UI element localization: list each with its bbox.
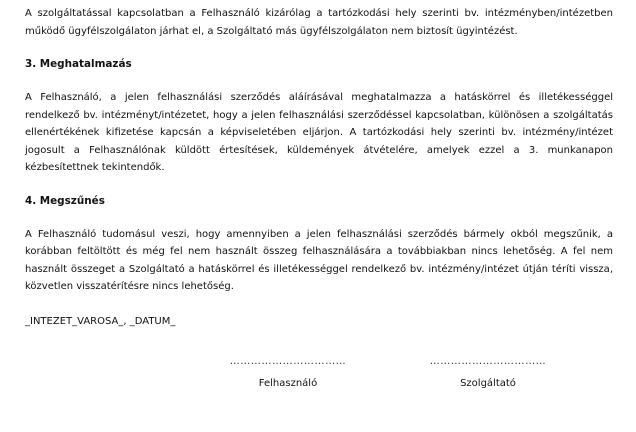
section-3-paragraph: A Felhasználó, a jelen felhasználási szerződés aláírásával meghatalmazza a hatáskörrel és illetékességgel rendelkező bv. intézményt/intézetet, hogy a jelen felhasználási szerződéssel kapcsolatban, különösen a szolgáltatás ellenértékének kifizetése kapcsán a képviseletében eljárjon. A tartózkodási hely szerinti bv. intézmény/intézet jogosult a Felhasználónak küldött értesítések, küldemények átvételére, amelyek ezzel a 3. munkanapon kézbesítettnek tekintendők. (25, 92, 613, 173)
signature-label-user: Felhasználó (258, 378, 318, 389)
signature-label-provider: Szolgáltató (460, 378, 516, 389)
signature-line-user: …………………………… (229, 356, 347, 367)
signature-provider (398, 356, 578, 391)
section-4-paragraph: A Felhasználó tudomásul veszi, hogy amennyiben a jelen felhasználási szerződés bármely okból megszűnik, a korábban feltöltött és még fel nem használt összeg felhasználására a továbbiakban nincs lehetőség. A fel nem használt összeget a Szolgáltató a hatáskörrel és illetékességgel rendelkező bv. intézmény/intézet útján téríti vissza, közvetlen visszatérítésre nincs lehetőség. (25, 228, 613, 292)
section-3-heading: 3. Meghatalmazás (25, 58, 132, 70)
signature-line-provider: …………………………… (429, 356, 547, 367)
document-body (25, 0, 613, 330)
place-date-line: _INTEZET_VAROSA_, _DATUM_ (25, 315, 176, 327)
intro-paragraph: A szolgáltatással kapcsolatban a Felhasználó kizárólag a tartózkodási hely szerinti bv. intézményben/intézetben működő ügyfélszolgálaton járhat el, a Szolgáltató más ügyfélszolgálaton nem biztosít ügyintézést. (25, 8, 613, 37)
section-4-heading: 4. Megszűnés (25, 194, 105, 207)
signature-area (0, 356, 636, 396)
signature-user (198, 356, 378, 391)
